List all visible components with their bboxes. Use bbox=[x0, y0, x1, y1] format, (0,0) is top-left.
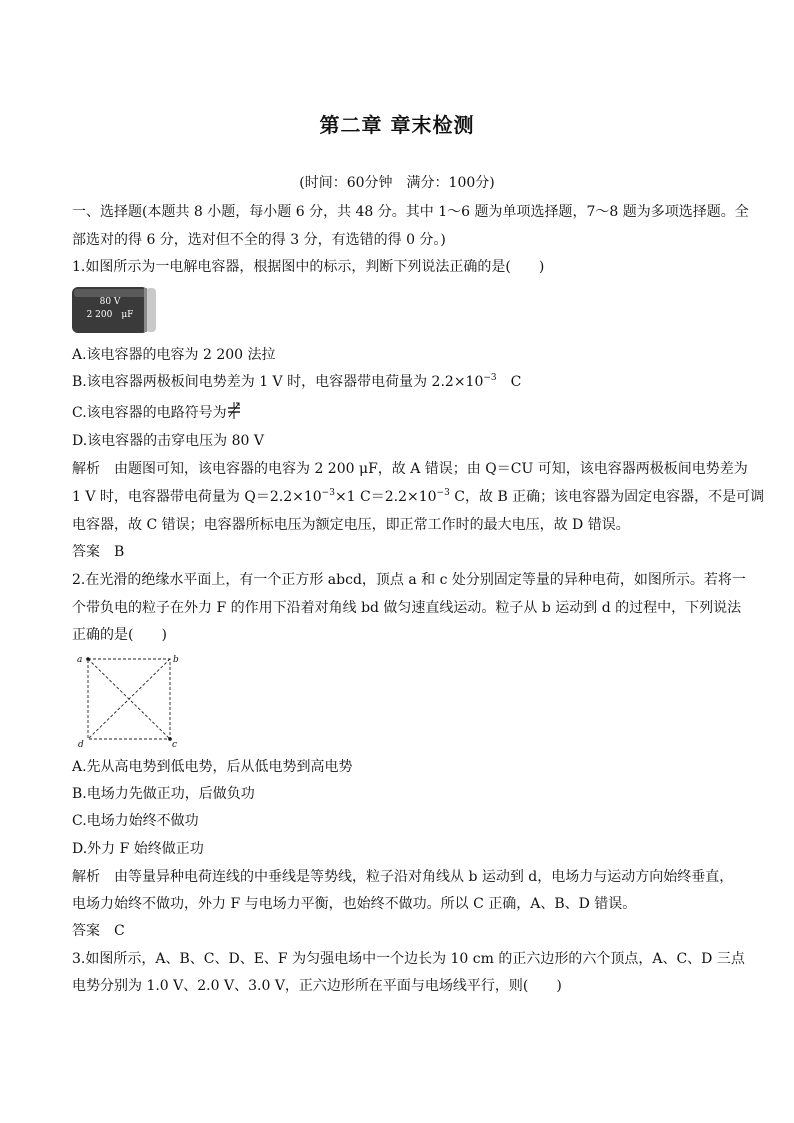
variable-capacitor-symbol-icon bbox=[227, 402, 241, 420]
capacitor-end-cap bbox=[146, 288, 156, 332]
q1-option-c: C.该电容器的电路符号为 bbox=[72, 402, 732, 422]
q1-explanation-line1: 解析 由题图可知，该电容器的电容为 2 200 μF，故 A 错误；由 Q＝CU 可知，该电容器两极板间电势差为 bbox=[72, 461, 748, 477]
capacitor-voltage-label: 80 V bbox=[99, 297, 121, 307]
charge-point-a bbox=[86, 657, 90, 661]
q2-option-b: B.电场力先做正功，后做负功 bbox=[72, 786, 255, 802]
vertex-label-c: c bbox=[172, 740, 178, 750]
vertex-label-d: d bbox=[78, 740, 84, 750]
q1-explanation-line3: 电容器，故 C 错误；电容器所标电压为额定电压，即正常工作时的最大电压，故 D 错误。 bbox=[72, 517, 630, 533]
q1-stem: 1.如图所示为一电解电容器，根据图中的标示，判断下列说法正确的是( ) bbox=[72, 259, 545, 275]
page-title: 第二章 章末检测 bbox=[319, 113, 475, 137]
time-info: (时间：60分钟 满分：100分) bbox=[299, 175, 495, 191]
q2-stem-line1: 2.在光滑的绝缘水平面上，有一个正方形 abcd，顶点 a 和 c 处分别固定等量的异种电荷，如图所示。若将一 bbox=[72, 572, 746, 588]
q2-option-a: A.先从高电势到低电势，后从低电势到高电势 bbox=[72, 759, 353, 775]
q3-stem-line1: 3.如图所示，A、B、C、D、E、F 为匀强电场中一个边长为 10 cm 的正六边形的六个顶点，A、C、D 三点 bbox=[72, 951, 745, 967]
vertex-label-a: a bbox=[77, 655, 83, 665]
q2-option-d: D.外力 F 始终做正功 bbox=[72, 841, 204, 857]
capacitor-capacity-label: 2 200 μF bbox=[86, 310, 134, 320]
q2-answer: 答案 C bbox=[72, 923, 125, 939]
q1-answer: 答案 B bbox=[72, 544, 125, 560]
square-abcd-diagram bbox=[72, 650, 182, 750]
q2-stem-line2: 个带负电的粒子在外力 F 的作用下沿着对角线 bd 做匀速直线运动。粒子从 b 运动到 d 的过程中，下列说法 bbox=[72, 600, 742, 616]
section-instructions-line1: 一、选择题(本题共 8 小题，每小题 6 分，共 48 分。其中 1～6 题为单项选择题，7～8 题为多项选择题。全 bbox=[72, 204, 749, 220]
q3-stem-line2: 电势分别为 1.0 V、2.0 V、3.0 V，正六边形所在平面与电场线平行，则( ) bbox=[72, 978, 562, 994]
q2-explanation-line2: 电场力始终不做功，外力 F 与电场力平衡，也始终不做功。所以 C 正确，A、B、D 错误。 bbox=[72, 896, 637, 912]
vertex-label-b: b bbox=[173, 655, 179, 665]
electrolytic-capacitor-image bbox=[72, 285, 158, 335]
q2-option-c: C.电场力始终不做功 bbox=[72, 813, 199, 829]
q1-option-d: D.该电容器的击穿电压为 80 V bbox=[72, 433, 265, 449]
section-instructions-line2: 部选对的得 6 分，选对但不全的得 3 分，有选错的得 0 分。) bbox=[72, 232, 446, 248]
q2-explanation-line1: 解析 由等量异种电荷连线的中垂线是等势线，粒子沿对角线从 b 运动到 d，电场力与运动方向始终垂直， bbox=[72, 869, 734, 885]
q1-explanation-line2: 1 V 时，电容器带电荷量为 $Q=2.2\times 10^{-3}\times 1$ $C=2.2\times 10^{-3}$ C，故 B 正确；该电容器为固定电容器，不是可调 bbox=[72, 488, 765, 505]
q2-stem-line3: 正确的是( ) bbox=[72, 627, 167, 643]
q1-option-a: A.该电容器的电容为 2 200 法拉 bbox=[72, 347, 276, 363]
q1-option-b: B.该电容器两极板间电势差为 1 V 时，电容器带电荷量为 $2.2\times 10^{-3}$ C bbox=[72, 373, 522, 390]
